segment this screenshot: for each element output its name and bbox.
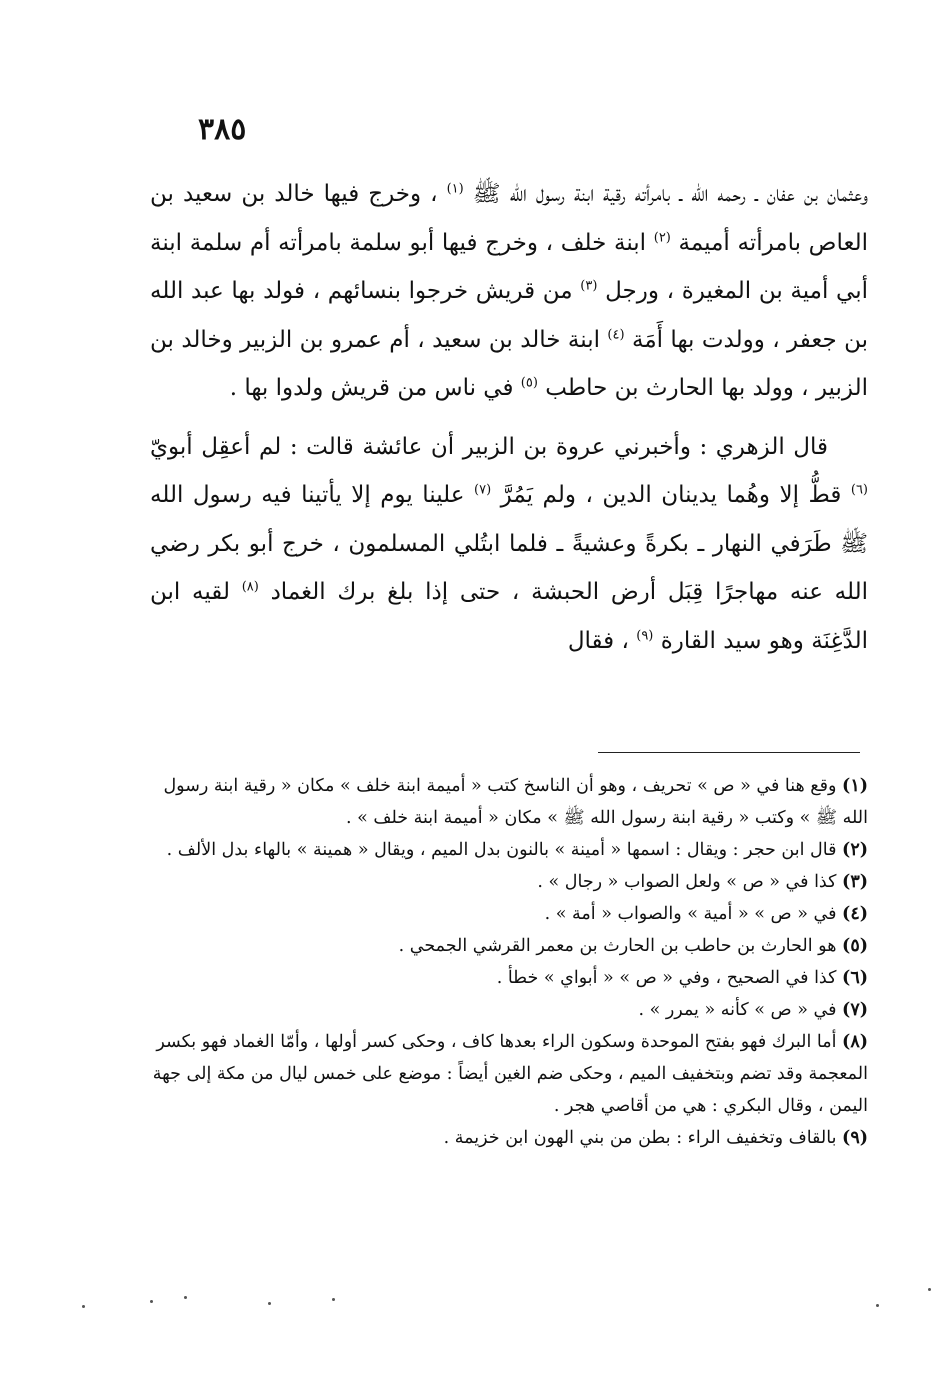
footnote-ref: (٥) [520,375,538,391]
page-number: ٣٨٥ [198,112,247,147]
footnote-number: (٧) [842,1000,868,1020]
footnote [150,1026,868,1122]
footnote-ref: (٦) [850,482,868,498]
text-run: ابنة خلف ، وخرج فيها أبو سلمة بامرأته أم سلمة ابنة أبي أمية بن المغيرة ، ورجل [150,229,869,304]
footnotes [150,770,868,1154]
footnote-number: (٤) [842,904,868,924]
footnote [150,1122,868,1154]
footnote [150,898,868,930]
footnote-number: (٦) [842,968,868,988]
footnote-number: (٨) [842,1032,868,1052]
footnote-text: هو الحارث بن حاطب بن الحارث بن معمر القرشي الجمحي . [398,936,837,956]
text-run: ، فقال [567,627,629,654]
main-text [150,170,868,665]
footnote-text: في « ص » « أمية » والصواب « أمة » . [544,904,837,924]
text-run: قطُّ إلا وهُما يدينان الدين ، ولم يَمُرَّ [500,482,842,508]
footnote [150,962,868,994]
footnote-text: قال ابن حجر : ويقال : اسمها « أمينة » بالنون بدل الميم ، ويقال « همينة » بالهاء بدل الألف . [166,840,837,860]
footnote-text: وقع هنا في « ص » تحريف ، وهو أن الناسخ كتب « أميمة ابنة خلف » مكان « رقية ابنة رسول الله ﷺ » وكتب « رقية ابنة رسول الله ﷺ » مكان « أميمة ابنة خلف » . [163,776,868,828]
text-run: وعثمان بن عفان ـ رحمه الله ـ بامرأته رقية ابنة رسول الله ﷺ [472,181,869,207]
footnote-number: (٢) [842,840,868,860]
footnote-ref: (٣) [580,278,598,294]
paragraph [150,170,868,413]
scan-speck [876,1304,879,1307]
footnote-text: كذا في الصحيح ، وفي « ص » « أبواي » خطأ . [496,968,837,988]
text-run: ابنة خالد بن سعيد ، أم عمرو بن الزبير وخالد بن الزبير ، وولد بها الحارث بن حاطب [150,326,868,401]
scan-speck [928,1288,931,1291]
scan-speck [82,1305,85,1308]
scan-speck [332,1298,335,1301]
footnote-ref: (٤) [607,326,625,342]
text-run: من قريش خرجوا بنسائهم ، فولد بها عبد الله بن جعفر ، وولدت بها أَمَة [150,278,869,353]
footnote [150,770,868,834]
text-run: لقيه ابن الدَّغِنَة وهو سيد القارة [150,579,868,654]
footnote [150,866,868,898]
footnote [150,930,868,962]
text-run: ، وخرج فيها خالد بن سعيد بن العاص بامرأته أميمة [150,181,868,256]
text-run: قال الزهري : وأخبرني عروة بن الزبير أن عائشة قالت : لم أعقِل أبويّ [150,433,828,460]
footnote-text: كذا في « ص » ولعل الصواب « رجال » . [537,872,837,892]
text-run: علينا يوم إلا يأتينا فيه رسول الله ﷺ طَرَفي النهار ـ بكرةً وعشيةً ـ فلما ابتُلي المسلمون ، خرج أبو بكر رضي الله عنه مهاجرًا قِبَل أرض الحبشة ، حتى إذا بلغ برك الغماد [150,482,868,605]
footnote-number: (١) [842,776,868,796]
footnote-ref: (١) [446,181,464,197]
footnote-ref: (٩) [636,627,654,643]
scan-speck [268,1302,271,1305]
footnote-divider [598,752,860,753]
scan-speck [184,1296,187,1299]
text-run: في ناس من قريش ولدوا بها . [229,375,514,401]
footnote-text: أما البرك فهو بفتح الموحدة وسكون الراء بعدها كاف ، وحكى كسر أولها ، وأمّا الغماد فهو بكسر المعجمة وقد تضم وبتخفيف الميم ، وحكى ضم الغين أيضاً : موضع على خمس ليال من مكة إلى جهة اليمن ، وقال البكري : هي من أقاصي هجر . [152,1032,868,1116]
footnote-number: (٩) [842,1128,868,1148]
footnote-ref: (٢) [653,229,671,245]
footnote [150,994,868,1026]
footnote-ref: (٨) [241,579,259,595]
footnote [150,834,868,866]
paragraph [150,423,868,666]
footnote-number: (٣) [842,872,868,892]
scan-speck [150,1300,153,1303]
footnote-text: بالقاف وتخفيف الراء : بطن من بني الهون ابن خزيمة . [443,1128,837,1148]
footnote-number: (٥) [842,936,868,956]
footnote-ref: (٧) [474,482,492,498]
footnote-text: في « ص » كأنه « يمرر » . [638,1000,837,1020]
